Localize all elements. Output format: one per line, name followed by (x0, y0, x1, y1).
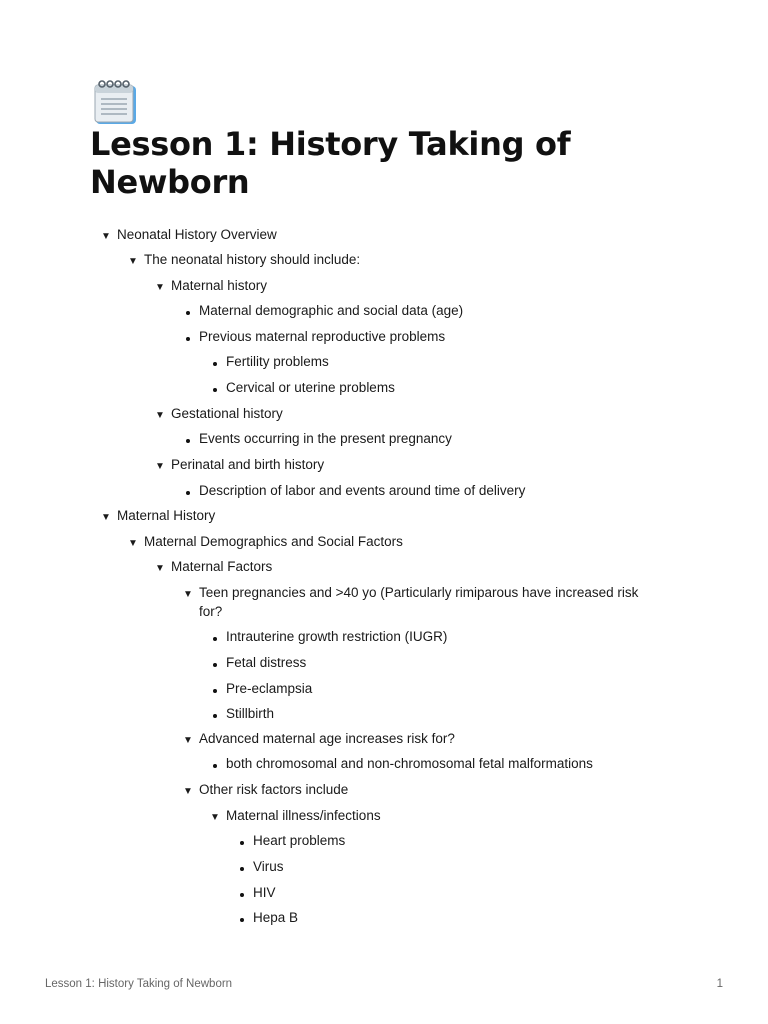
toggle-label: Maternal History (117, 508, 216, 523)
triangle-down-icon[interactable]: ▼ (155, 563, 165, 574)
list-item (226, 352, 329, 371)
triangle-down-icon[interactable]: ▼ (128, 538, 138, 549)
list-item (253, 857, 284, 876)
list-item (253, 831, 345, 850)
page-number: 1 (716, 978, 723, 990)
bullet-icon (208, 653, 222, 672)
list-item-label: Heart problems (253, 833, 346, 848)
toggle-item[interactable] (210, 806, 381, 825)
list-item-label: both chromosomal and non-chromosomal fetal malformations (226, 756, 593, 771)
list-item-label: Virus (253, 859, 284, 874)
toggle-label: Perinatal and birth history (171, 457, 325, 472)
bullet-icon (181, 301, 195, 320)
list-item (226, 754, 593, 773)
bullet-icon (208, 704, 222, 723)
list-item (199, 327, 445, 346)
page-title: Lesson 1: History Taking of Newborn (90, 125, 571, 201)
list-item-label: Fertility problems (226, 354, 329, 369)
list-item-label: Description of labor and events around time of delivery (199, 483, 526, 498)
footer-title: Lesson 1: History Taking of Newborn (45, 978, 233, 990)
list-item (253, 883, 276, 902)
bullet-icon (235, 908, 249, 927)
bullet-icon (181, 327, 195, 346)
bullet-icon (181, 481, 195, 500)
list-item (226, 679, 312, 698)
list-item (226, 653, 306, 672)
list-item-label: Events occurring in the present pregnancy (199, 431, 452, 446)
toggle-item[interactable] (155, 276, 268, 295)
list-item-label: Intrauterine growth restriction (IUGR) (226, 629, 448, 644)
triangle-down-icon[interactable]: ▼ (101, 231, 111, 242)
triangle-down-icon[interactable]: ▼ (155, 282, 165, 293)
toggle-label: Teen pregnancies and >40 yo (Particularly rimiparous have increased risk for? (199, 585, 639, 619)
list-item (199, 481, 525, 500)
toggle-label: The neonatal history should include: (144, 252, 361, 267)
toggle-item[interactable] (183, 780, 349, 799)
toggle-item[interactable] (155, 404, 283, 423)
toggle-label: Gestational history (171, 406, 283, 421)
list-item (226, 704, 274, 723)
list-item-label: Stillbirth (226, 706, 275, 721)
toggle-item[interactable] (183, 583, 639, 621)
list-item-label: Hepa B (253, 910, 299, 925)
toggle-label: Neonatal History Overview (117, 227, 277, 242)
list-item-label: Pre-eclampsia (226, 681, 313, 696)
toggle-label: Maternal Factors (171, 559, 273, 574)
bullet-icon (235, 831, 249, 850)
toggle-item[interactable] (155, 455, 325, 474)
toggle-item[interactable] (128, 250, 361, 269)
toggle-label: Maternal illness/infections (226, 808, 381, 823)
toggle-label: Advanced maternal age increases risk for? (199, 731, 455, 746)
triangle-down-icon[interactable]: ▼ (183, 786, 193, 797)
list-item (226, 627, 447, 646)
list-item-label: Fetal distress (226, 655, 307, 670)
toggle-label: Other risk factors include (199, 782, 349, 797)
toggle-item[interactable] (101, 225, 277, 244)
list-item-label: HIV (253, 885, 276, 900)
list-item (199, 301, 463, 320)
bullet-icon (235, 857, 249, 876)
bullet-icon (208, 627, 222, 646)
bullet-icon (208, 352, 222, 371)
toggle-item[interactable] (155, 557, 273, 576)
bullet-icon (208, 378, 222, 397)
triangle-down-icon[interactable]: ▼ (155, 410, 165, 421)
triangle-down-icon[interactable]: ▼ (183, 589, 193, 600)
list-item-label: Previous maternal reproductive problems (199, 329, 446, 344)
triangle-down-icon[interactable]: ▼ (155, 461, 165, 472)
bullet-icon (208, 754, 222, 773)
bullet-icon (181, 429, 195, 448)
list-item-label: Maternal demographic and social data (age) (199, 303, 464, 318)
bullet-icon (235, 883, 249, 902)
list-item (253, 908, 298, 927)
bullet-icon (208, 679, 222, 698)
toggle-label: Maternal history (171, 278, 268, 293)
toggle-item[interactable] (183, 729, 455, 748)
toggle-item[interactable] (101, 506, 216, 525)
triangle-down-icon[interactable]: ▼ (210, 812, 220, 823)
toggle-item[interactable] (128, 532, 403, 551)
list-item (226, 378, 395, 397)
list-item (199, 429, 452, 448)
toggle-label: Maternal Demographics and Social Factors (144, 534, 403, 549)
list-item-label: Cervical or uterine problems (226, 380, 395, 395)
triangle-down-icon[interactable]: ▼ (128, 256, 138, 267)
notepad-icon (93, 78, 141, 126)
triangle-down-icon[interactable]: ▼ (183, 735, 193, 746)
triangle-down-icon[interactable]: ▼ (101, 512, 111, 523)
